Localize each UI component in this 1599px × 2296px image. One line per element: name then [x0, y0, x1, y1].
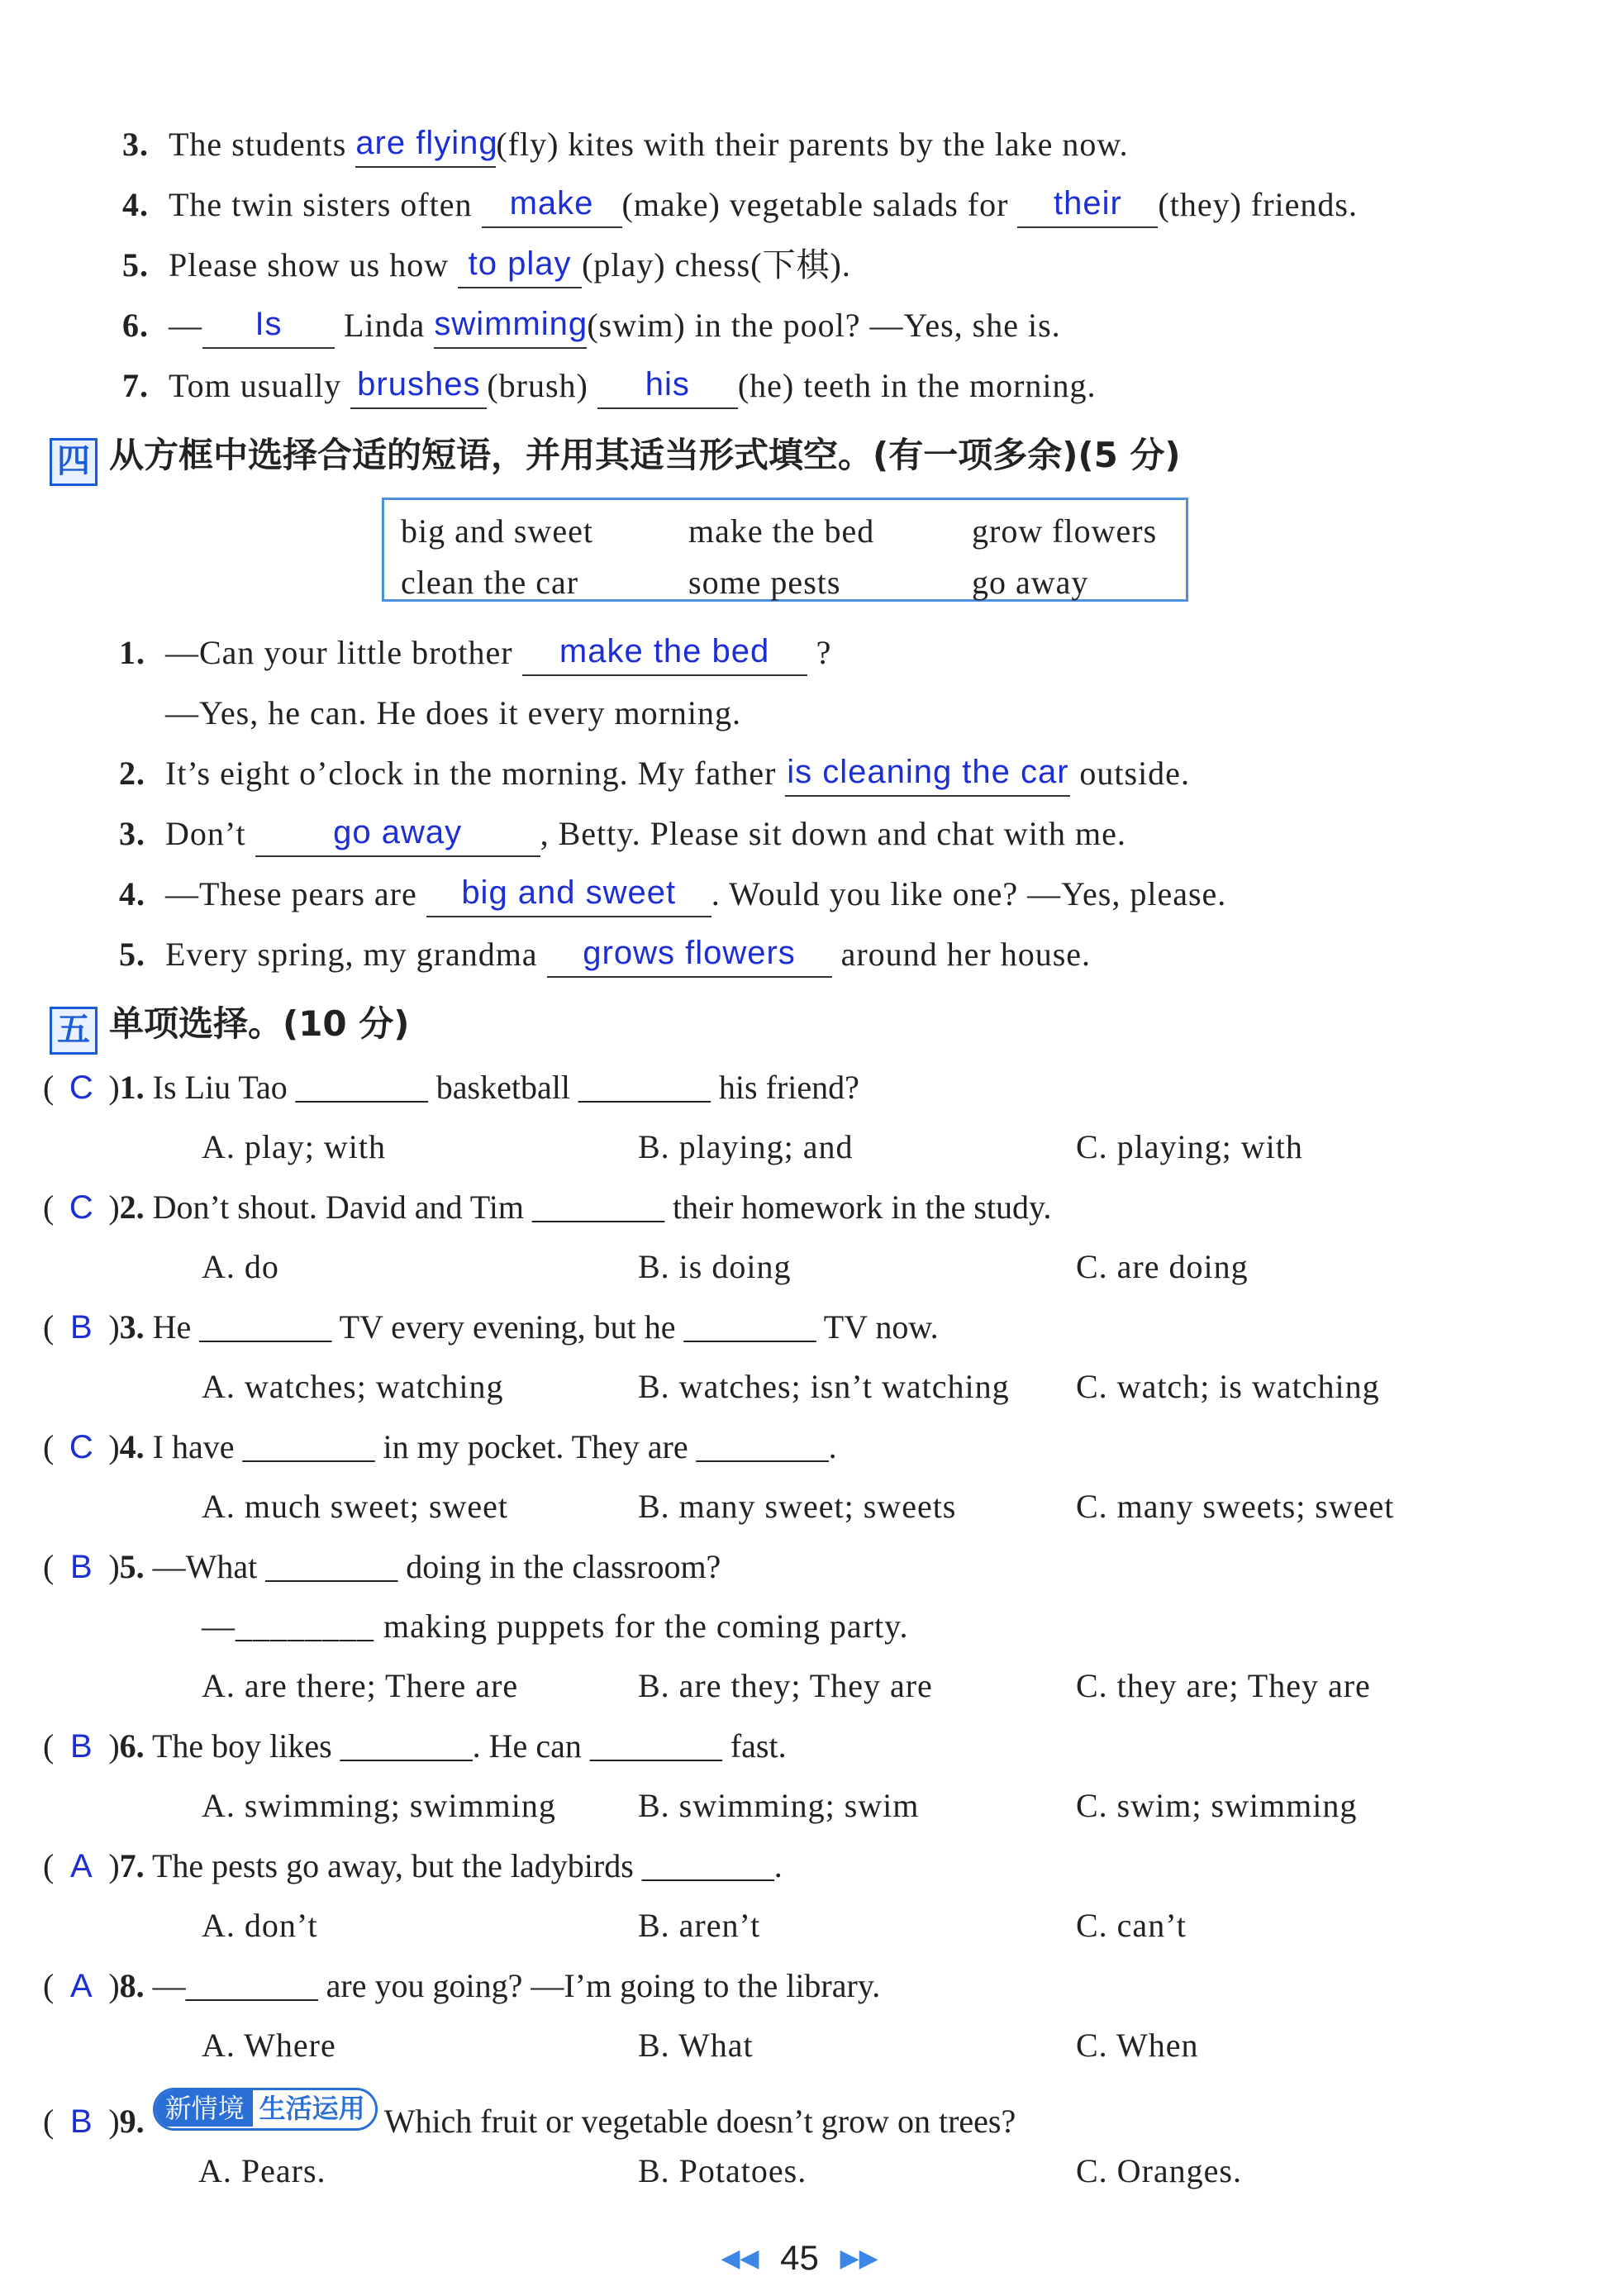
mc-q2: ( C )2. Don’t shout. David and Tim ________ their homework in the study.	[43, 1188, 1052, 1226]
option-c[interactable]: C. swim; swimming	[1076, 1787, 1358, 1824]
phrase-box	[382, 498, 1188, 602]
mc-q3: ( B )3. He ________ TV every evening, but he ________ TV now.	[43, 1308, 939, 1346]
option-b[interactable]: B. many sweet; sweets	[638, 1488, 957, 1525]
section-4-heading	[50, 428, 1181, 486]
answer-blank[interactable]: swimming	[434, 316, 587, 349]
q3-7: 7. Tom usually brushes (brush) his (he) teeth in the morning.	[122, 369, 1097, 409]
q3-6: 6. — Is Linda swimming(swim) in the pool? —Yes, she is.	[122, 309, 1061, 349]
option-c[interactable]: C. watch; is watching	[1076, 1368, 1380, 1405]
mc-q8: ( A )8. —________ are you going? —I’m going to the library.	[43, 1967, 881, 2004]
answer-blank[interactable]: are flying	[355, 135, 496, 168]
option-a[interactable]: A. swimming; swimming	[202, 1787, 556, 1824]
q3-5: 5. Please show us how to play (play) chess(下棋).	[122, 249, 851, 288]
option-b[interactable]: B. watches; isn’t watching	[638, 1368, 1010, 1405]
option-b[interactable]: B. Potatoes.	[638, 2152, 807, 2189]
option-c[interactable]: C. playing; with	[1076, 1128, 1303, 1165]
mc-q9: ( B )9. 新情境 生活运用 Which fruit or vegetable doesn’t grow on trees?	[43, 2088, 1016, 2141]
answer-blank[interactable]: Is	[202, 316, 335, 349]
chosen-answer[interactable]: A	[69, 1968, 93, 2004]
option-b[interactable]: B. playing; and	[638, 1128, 854, 1165]
chosen-answer[interactable]: B	[69, 1549, 93, 1585]
option-a[interactable]: A. much sweet; sweet	[202, 1488, 509, 1525]
chosen-answer[interactable]: A	[69, 1848, 93, 1884]
q4-2: 2. It’s eight o’clock in the morning. My father is cleaning the car outside.	[119, 757, 1190, 797]
option-a[interactable]: A. don’t	[202, 1907, 318, 1944]
option-c[interactable]: C. Oranges.	[1076, 2152, 1242, 2189]
q3-3: 3. The students are flying(fly) kites with their parents by the lake now.	[122, 128, 1129, 168]
answer-blank[interactable]: make the bed	[522, 643, 807, 676]
answer-blank[interactable]: their	[1017, 195, 1158, 228]
option-a[interactable]: A. do	[202, 1248, 279, 1285]
next-arrow-icon: ▶▶	[840, 2245, 878, 2272]
phrase: some pests	[688, 564, 841, 601]
section-title: 从方框中选择合适的短语，并用其适当形式填空。(有一项多余)(5 分)	[109, 435, 1181, 475]
answer-blank[interactable]: big and sweet	[426, 884, 711, 917]
prev-arrow-icon: ◀◀	[721, 2245, 759, 2272]
chosen-answer[interactable]: C	[69, 1189, 93, 1226]
chosen-answer[interactable]: B	[69, 1728, 93, 1765]
option-a[interactable]: A. watches; watching	[202, 1368, 504, 1405]
mc-q1: ( C )1. Is Liu Tao ________ basketball ________ his friend?	[43, 1069, 859, 1106]
page-number: 45	[780, 2238, 819, 2277]
q4-1-reply: —Yes, he can. He does it every morning.	[165, 694, 742, 731]
answer-blank[interactable]: brushes	[350, 376, 487, 409]
mc-q5: ( B )5. —What ________ doing in the classroom?	[43, 1548, 721, 1585]
q4-1: 1. —Can your little brother make the bed ?	[119, 636, 831, 676]
chosen-answer[interactable]: C	[69, 1069, 93, 1106]
answer-blank[interactable]: go away	[255, 824, 540, 857]
phrase: go away	[972, 564, 1089, 601]
q4-3: 3. Don’t go away , Betty. Please sit down and chat with me.	[119, 817, 1126, 857]
section-badge: 四	[50, 438, 98, 486]
section-title: 单项选择。(10 分)	[109, 1003, 410, 1044]
chosen-answer[interactable]: C	[69, 1429, 93, 1465]
q3-4: 4. The twin sisters often make (make) vegetable salads for their (they) friends.	[122, 188, 1358, 228]
chosen-answer[interactable]: B	[69, 2103, 93, 2140]
option-c[interactable]: C. many sweets; sweet	[1076, 1488, 1395, 1525]
phrase: big and sweet	[401, 512, 593, 550]
answer-blank[interactable]: grows flowers	[547, 945, 832, 978]
answer-blank[interactable]: make	[482, 195, 622, 228]
option-c[interactable]: C. they are; They are	[1076, 1667, 1371, 1704]
mc-q6: ( B )6. The boy likes ________. He can ________ fast.	[43, 1727, 787, 1765]
option-a[interactable]: A. are there; There are	[202, 1667, 519, 1704]
option-a[interactable]: A. Pears.	[198, 2152, 326, 2189]
option-c[interactable]: C. When	[1076, 2027, 1199, 2064]
context-tag: 新情境 生活运用	[153, 2088, 378, 2131]
phrase: make the bed	[688, 512, 875, 550]
mc-q7: ( A )7. The pests go away, but the ladybirds ________.	[43, 1847, 783, 1884]
answer-blank[interactable]: his	[597, 376, 738, 409]
option-c[interactable]: C. can’t	[1076, 1907, 1187, 1944]
answer-blank[interactable]: is cleaning the car	[785, 764, 1070, 797]
option-a[interactable]: A. play; with	[202, 1128, 386, 1165]
option-c[interactable]: C. are doing	[1076, 1248, 1249, 1285]
chosen-answer[interactable]: B	[69, 1309, 93, 1346]
page-footer	[0, 2238, 1599, 2278]
section-5-heading	[50, 997, 409, 1055]
q4-5: 5. Every spring, my grandma grows flowers around her house.	[119, 938, 1091, 978]
mc-q5-reply: —________ making puppets for the coming party.	[202, 1608, 909, 1645]
mc-q4: ( C )4. I have ________ in my pocket. They are ________.	[43, 1428, 837, 1465]
option-b[interactable]: B. swimming; swim	[638, 1787, 920, 1824]
q4-4: 4. —These pears are big and sweet . Would you like one? —Yes, please.	[119, 878, 1226, 917]
option-b[interactable]: B. are they; They are	[638, 1667, 933, 1704]
option-b[interactable]: B. What	[638, 2027, 754, 2064]
phrase: grow flowers	[972, 512, 1158, 550]
option-b[interactable]: B. aren’t	[638, 1907, 761, 1944]
answer-blank[interactable]: to play	[458, 255, 582, 288]
section-badge: 五	[50, 1007, 98, 1055]
phrase: clean the car	[401, 564, 579, 601]
option-b[interactable]: B. is doing	[638, 1248, 792, 1285]
option-a[interactable]: A. Where	[202, 2027, 336, 2064]
